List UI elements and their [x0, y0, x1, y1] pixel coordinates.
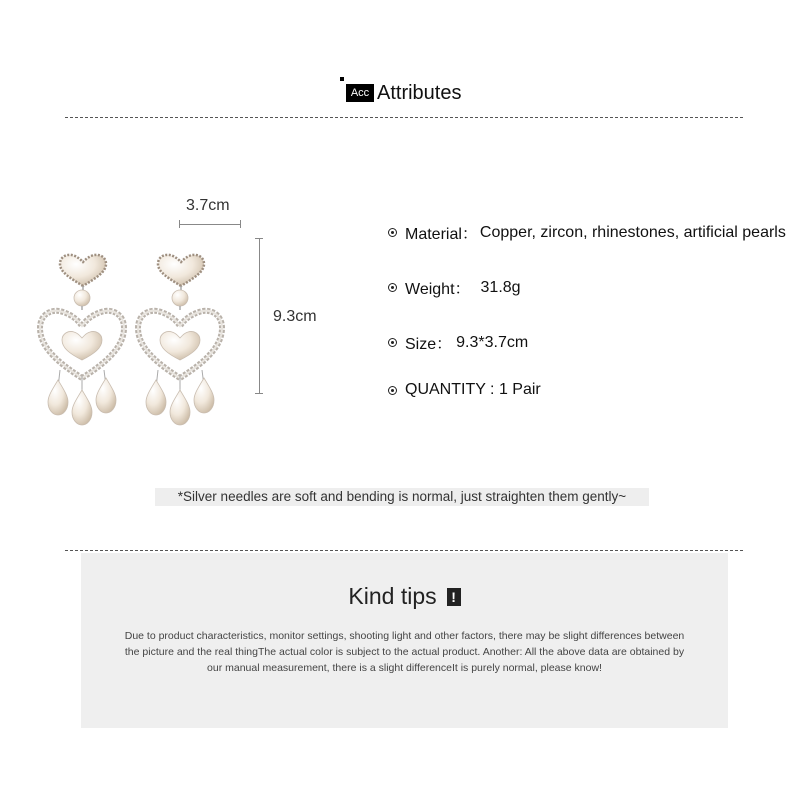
spec-value: 9.3*3.7cm — [456, 333, 529, 351]
spec-quantity — [388, 381, 541, 399]
spec-material — [388, 221, 786, 244]
height-dimension-label: 9.3cm — [273, 308, 317, 325]
spec-weight — [388, 276, 521, 299]
width-dimension-line — [180, 224, 240, 225]
height-dimension-line — [259, 238, 260, 393]
header-badge: Acc — [346, 84, 374, 102]
width-tick-right — [240, 220, 241, 228]
spec-value: 31.8g — [480, 278, 521, 296]
circle-dot-icon — [388, 386, 397, 395]
circle-dot-icon — [388, 338, 397, 347]
care-note: *Silver needles are soft and bending is normal, just straighten them gently~ — [155, 488, 649, 506]
height-tick-bottom — [255, 393, 263, 394]
spec-size — [388, 331, 528, 354]
kind-tips-panel — [81, 553, 728, 728]
width-tick-left — [179, 220, 180, 228]
width-dimension-label: 3.7cm — [186, 197, 230, 214]
spec-value: Copper, zircon, rhinestones, artificial pearls — [479, 223, 786, 241]
spec-label: Weight： — [405, 281, 471, 298]
header-marker — [340, 77, 344, 81]
spec-label: Material： — [405, 226, 478, 243]
earrings-image — [30, 250, 230, 435]
divider-bottom — [65, 550, 743, 551]
circle-dot-icon — [388, 283, 397, 292]
kind-tips-title: Kind tips — [348, 583, 437, 609]
kind-tips-body: Due to product characteristics, monitor settings, shooting light and other factors, there may be slight differences between the picture and the real thingThe actual color is subject to the actual product. Another: All the above data are obtained by our manual measurement, there is a slight differenceIt is purely normal, please know! — [124, 630, 685, 674]
section-title: Attributes — [377, 82, 462, 104]
divider-top — [65, 117, 743, 118]
height-tick-top — [255, 238, 263, 239]
exclamation-icon: ! — [447, 588, 461, 606]
circle-dot-icon — [388, 228, 397, 237]
spec-label: Size： — [405, 336, 453, 353]
spec-label: QUANTITY : 1 Pair — [405, 381, 541, 398]
kind-tips-heading — [81, 583, 728, 610]
